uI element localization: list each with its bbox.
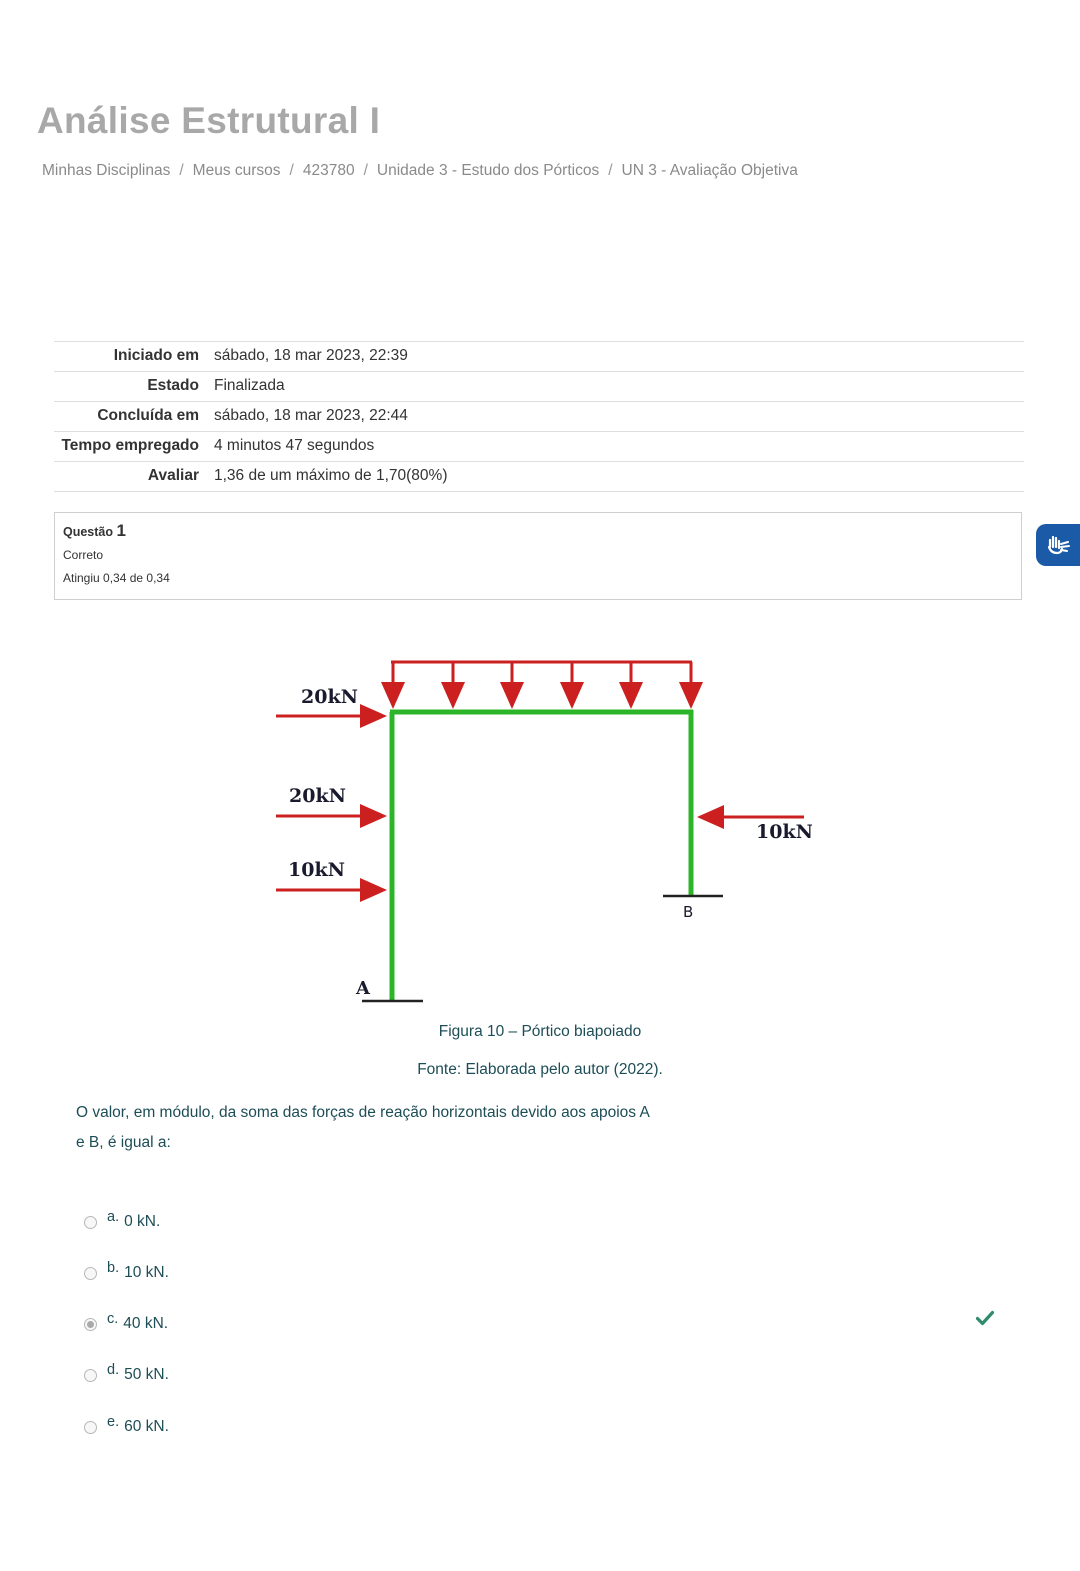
option-text: 10 kN. (124, 1264, 169, 1281)
support-label-a: A (356, 978, 370, 999)
load-label-right: 10kN (756, 821, 812, 843)
option-letter: a. (107, 1209, 120, 1225)
option-text: 50 kN. (124, 1366, 169, 1383)
question-state: Correto (63, 548, 104, 562)
load-label-top: 20kN (301, 686, 358, 708)
summary-label: Tempo empregado (61, 437, 199, 454)
question-text: O valor, em módulo, da soma das forças de reação horizontais devido aos apoios A e B, é igual a: (76, 1104, 649, 1151)
summary-row-state (54, 372, 1024, 402)
option-text: 0 kN. (124, 1213, 161, 1230)
answer-option-b[interactable] (84, 1261, 169, 1285)
question-label: Questão (63, 525, 114, 539)
summary-value: 4 minutos 47 segundos (214, 437, 375, 454)
breadcrumb-item-course-id[interactable]: 423780 (302, 162, 355, 179)
answer-option-e[interactable] (84, 1415, 169, 1439)
question-grade: Atingiu 0,34 de 0,34 (63, 571, 170, 585)
question-number (63, 521, 1021, 541)
summary-value: 1,36 de um máximo de 1,70(80%) (214, 467, 448, 484)
accessibility-widget-button[interactable] (1036, 524, 1080, 566)
summary-label: Concluída em (97, 407, 199, 424)
question-figure (266, 648, 812, 1008)
summary-value: sábado, 18 mar 2023, 22:39 (214, 347, 408, 364)
option-letter: b. (107, 1260, 120, 1276)
answer-option-d[interactable] (84, 1363, 169, 1387)
summary-label: Avaliar (147, 467, 199, 484)
attempt-summary-table (54, 341, 1024, 492)
summary-row-started (54, 342, 1024, 372)
breadcrumb-separator: / (179, 162, 184, 179)
summary-label: Iniciado em (113, 347, 199, 364)
summary-row-completed (54, 402, 1024, 432)
option-letter: e. (107, 1414, 120, 1430)
figure-source: Fonte: Elaborada pelo autor (2022). (417, 1061, 663, 1078)
option-text: 60 kN. (124, 1418, 169, 1435)
question-number-value: 1 (116, 521, 126, 540)
option-letter: c. (107, 1311, 119, 1327)
load-label-bottom: 10kN (288, 859, 345, 881)
portico-diagram (266, 648, 812, 1008)
breadcrumb-separator: / (363, 162, 368, 179)
support-label-b: B (683, 903, 694, 921)
check-icon (976, 1310, 994, 1326)
summary-value: Finalizada (214, 377, 285, 394)
radio-button[interactable] (84, 1421, 97, 1434)
breadcrumb (42, 162, 798, 180)
radio-button[interactable] (84, 1369, 97, 1382)
breadcrumb-separator: / (289, 162, 294, 179)
figure-caption: Figura 10 – Pórtico biapoiado (438, 1023, 642, 1040)
option-text: 40 kN. (123, 1315, 169, 1332)
radio-button-selected[interactable] (84, 1318, 97, 1331)
answer-option-a[interactable] (84, 1210, 160, 1234)
summary-row-time-taken (54, 432, 1024, 462)
breadcrumb-item-meus-cursos[interactable]: Meus cursos (192, 162, 281, 179)
breadcrumb-item-disciplinas[interactable]: Minhas Disciplinas (42, 162, 171, 179)
radio-button[interactable] (84, 1267, 97, 1280)
breadcrumb-item-avaliacao[interactable]: UN 3 - Avaliação Objetiva (621, 162, 798, 179)
summary-value: sábado, 18 mar 2023, 22:44 (214, 407, 408, 424)
option-letter: d. (107, 1362, 120, 1378)
question-info-box (54, 512, 1022, 600)
summary-label: Estado (147, 377, 199, 394)
summary-row-grade (54, 462, 1024, 492)
breadcrumb-separator: / (608, 162, 613, 179)
radio-button[interactable] (84, 1216, 97, 1229)
course-title: Análise Estrutural I (37, 100, 381, 141)
breadcrumb-item-unidade[interactable]: Unidade 3 - Estudo dos Pórticos (376, 162, 600, 179)
load-label-middle: 20kN (289, 785, 346, 807)
sign-language-hands-icon (1045, 532, 1071, 558)
answer-option-c[interactable] (84, 1312, 168, 1336)
